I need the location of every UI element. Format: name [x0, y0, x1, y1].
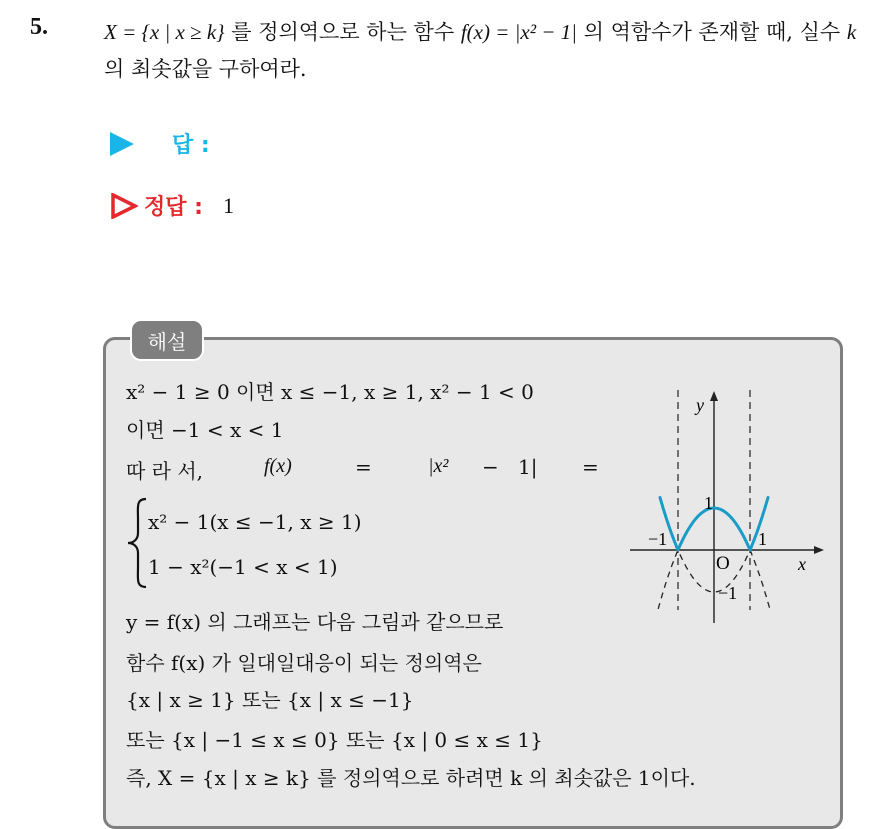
question-number: 5.	[30, 14, 48, 40]
correct-answer-label: 정답 :	[144, 195, 203, 220]
solution-line-3-g: =	[582, 455, 599, 479]
case-line-2: 1 − x²(−1 < x < 1)	[148, 555, 338, 579]
solution-line-3-a: 따 라 서,	[126, 459, 204, 483]
solution-line-7: 함수 f(x) 가 일대일대응이 되는 정의역은	[126, 651, 482, 675]
y-axis-arrow-icon	[710, 391, 718, 401]
y-axis-label: y	[696, 395, 704, 415]
solution-line-3-c: =	[355, 455, 372, 479]
question-part: 의 역함수가 존재할 때, 실수	[576, 20, 847, 44]
x-axis-label: x	[798, 554, 806, 574]
x-tick-pos-label: 1	[758, 529, 767, 549]
x-tick-neg-label: −1	[648, 529, 668, 549]
solution-line-3-e: −	[482, 455, 499, 479]
answer-row	[110, 128, 210, 159]
y-tick-neg-label: −1	[718, 583, 738, 603]
solution-line-3-d: |x²	[428, 455, 449, 477]
question-part: 의 최솟값을 구하여라.	[104, 57, 307, 81]
origin-label: O	[716, 553, 730, 574]
x-axis-arrow-icon	[814, 546, 824, 554]
variable-k: k	[846, 20, 857, 44]
domain-expr: X = {x | x ≥ k}	[104, 20, 225, 44]
function-graph	[628, 385, 828, 625]
solution-tab: 해설	[130, 319, 204, 361]
solution-line-2: 이면 −1 < x < 1	[126, 418, 284, 442]
correct-answer-value: 1	[222, 192, 234, 218]
question-part: 를 정의역으로 하는 함수	[224, 20, 461, 44]
y-tick-pos-label: 1	[704, 493, 713, 513]
question-text	[104, 14, 874, 88]
play-triangle-icon	[110, 132, 134, 156]
solution-line-3-f: 1|	[518, 455, 538, 479]
solution-line-10: 즉, X = {x | x ≥ k} 를 정의역으로 하려면 k 의 최솟값은 1이다.	[126, 766, 696, 790]
solution-line-9: 또는 {x | −1 ≤ x ≤ 0} 또는 {x | 0 ≤ x ≤ 1}	[126, 728, 543, 752]
solution-line-3-b: f(x)	[264, 455, 292, 477]
solution-line-1: x² − 1 ≥ 0 이면 x ≤ −1, x ≥ 1, x² − 1 < 0	[126, 380, 534, 404]
case-line-1: x² − 1(x ≤ −1, x ≥ 1)	[148, 510, 362, 534]
case-brace	[126, 497, 148, 589]
answer-label: 답 :	[172, 133, 210, 158]
solution-line-8: {x | x ≥ 1} 또는 {x | x ≤ −1}	[126, 688, 414, 712]
outline-triangle-icon	[110, 193, 138, 219]
function-expr: f(x) = |x² − 1|	[460, 20, 577, 44]
solution-line-6: y = f(x) 의 그래프는 다음 그림과 같으므로	[126, 610, 504, 634]
correct-answer-row	[110, 190, 234, 221]
